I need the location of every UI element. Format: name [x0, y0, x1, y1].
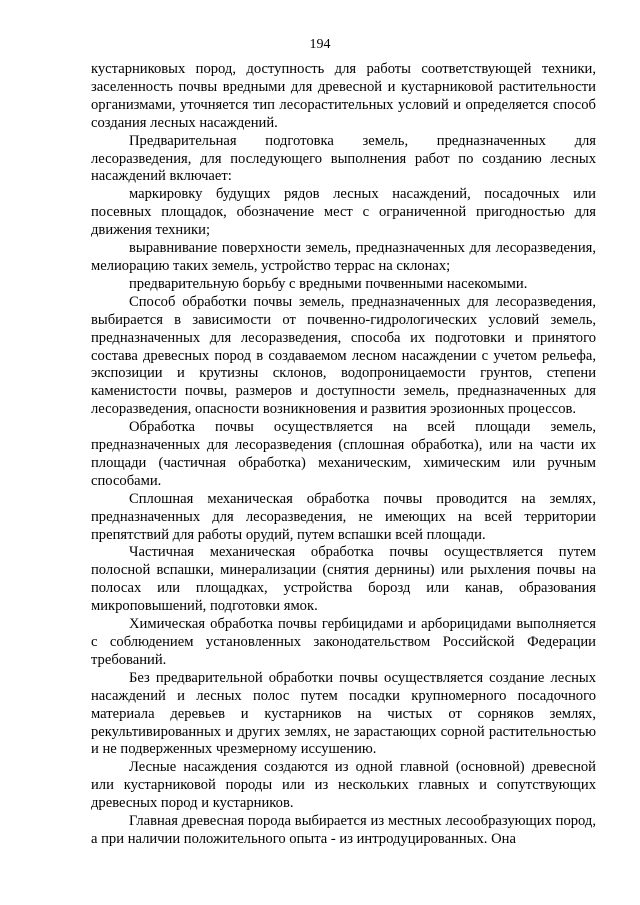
paragraph: выравнивание поверхности земель, предназначенных для лесоразведения, мелиорацию таких земель, устройство террас на склонах; — [91, 240, 596, 274]
page-number: 194 — [309, 37, 331, 52]
paragraph: Сплошная механическая обработка почвы проводится на землях, предназначенных для лесоразведения, не имеющих на всей территории препятствий для работы орудий, путем вспашки всей площади. — [91, 490, 596, 543]
paragraph: маркировку будущих рядов лесных насаждений, посадочных или посевных площадок, обозначение мест с ограниченной пригодностью для движения техники; — [91, 186, 596, 239]
document-body — [91, 61, 596, 849]
paragraph: Способ обработки почвы земель, предназначенных для лесоразведения, выбирается в зависимости от почвенно-гидрологических условий земель, предназначенных для лесоразведения, способа их подготовки и принятого состава древесных пород в создаваемом лесном насаждении с учетом рельефа, экспозиции и крутизны склонов, водопроницаемости грунтов, степени каменистости почвы, размеров и доступности земель, предназначенных для лесоразведения, опасности возникновения и развития эрозионных процессов. — [91, 293, 596, 418]
paragraph: Химическая обработка почвы гербицидами и арборицидами выполняется с соблюдением установленных законодательством Российской Федерации требований. — [91, 616, 596, 668]
paragraph: Частичная механическая обработка почвы осуществляется путем полосной вспашки, минерализации (снятия дернины) или рыхления почвы на полосах или площадках, устройства борозд или канав, образования микроповышений, подготовки ямок. — [91, 544, 596, 615]
paragraph: Лесные насаждения создаются из одной главной (основной) древесной или кустарниковой породы или из нескольких главных и сопутствующих древесных пород и кустарников. — [91, 759, 596, 812]
paragraph: Главная древесная порода выбирается из местных лесообразующих пород, а при наличии положительного опыта - из интродуцированных. Она — [91, 813, 596, 847]
paragraph: кустарниковых пород, доступность для работы соответствующей техники, заселенность почвы вредными для древесной и кустарниковой растительности организмами, уточняется тип лесорастительных условий и определяется способ создания лесных насаждений. — [91, 61, 596, 131]
paragraph: Без предварительной обработки почвы осуществляется создание лесных насаждений и лесных полос путем посадки крупномерного посадочного материала деревьев и кустарников на чистых от сорняков землях, рекультивированных и других землях, не зарастающих сорной растительностью и не подверженных чрезмерному иссушению. — [91, 669, 596, 758]
paragraph: предварительную борьбу с вредными почвенными насекомыми. — [129, 275, 528, 292]
paragraph: Обработка почвы осуществляется на всей площади земель, предназначенных для лесоразведения (сплошная обработка), или на части их площади (частичная обработка) механическим, химическим или ручным способами. — [91, 419, 596, 489]
paragraph: Предварительная подготовка земель, предназначенных для лесоразведения, для последующего выполнения работ по созданию лесных насаждений включает: — [91, 132, 596, 185]
